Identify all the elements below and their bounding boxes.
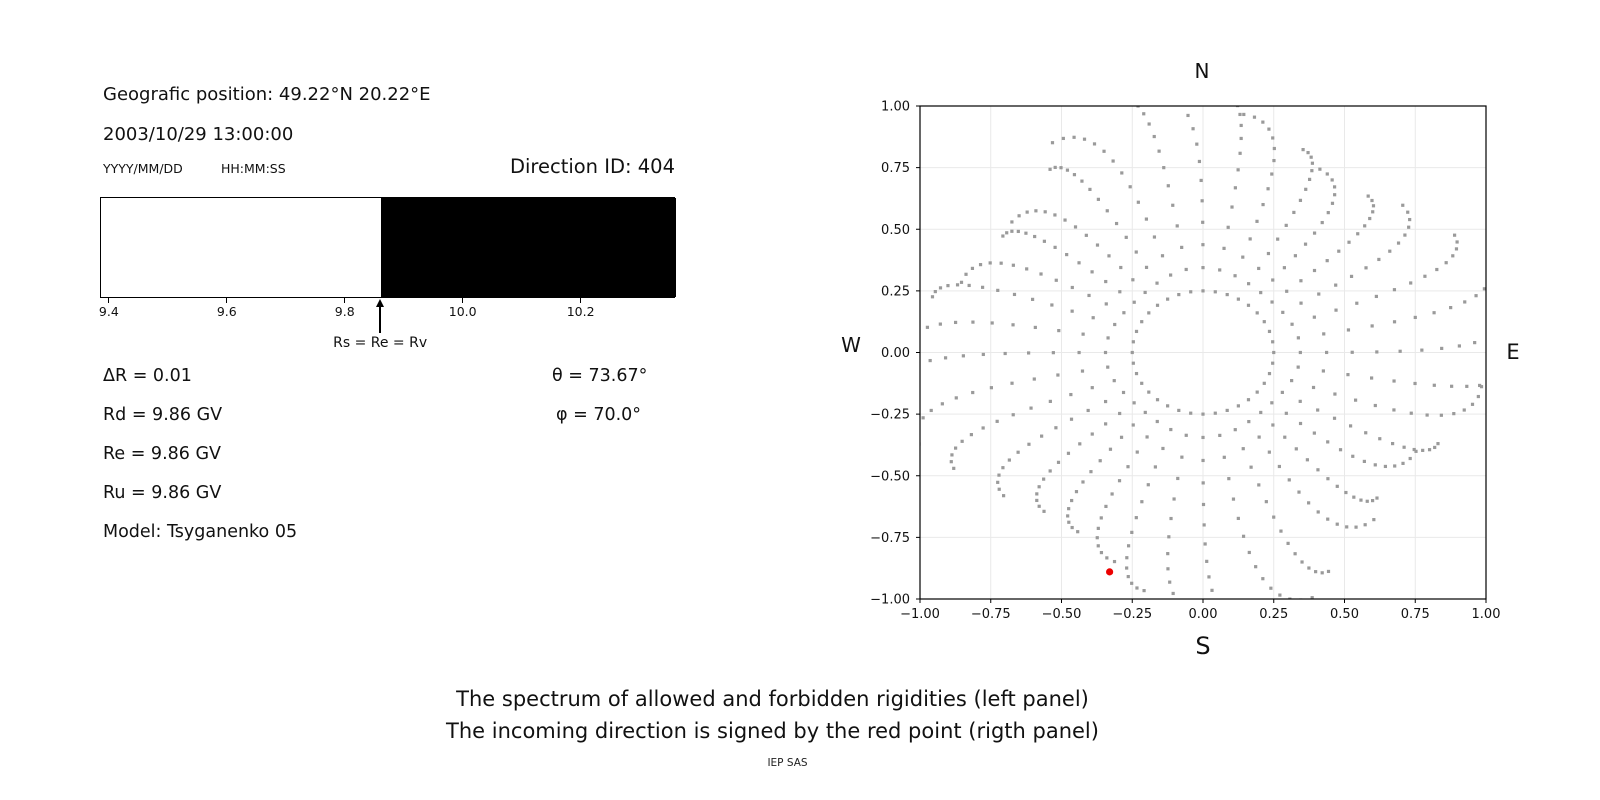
y-tick-label: 1.00 [881,99,910,115]
ru-value: Ru = 9.86 GV [103,483,222,503]
compass-label-north: N [1194,59,1210,83]
spectrum-tick-label: 9.4 [98,304,119,319]
spectrum-tick-label: 9.6 [216,304,237,319]
caption-line-2: The incoming direction is signed by the red point (rigth panel) [446,719,1099,743]
spectrum-tick-label: 9.8 [334,304,355,319]
cutoff-arrow-line [379,307,381,333]
spectrum-tick-label: 10.2 [566,304,595,319]
spectrum-tick-mark [344,298,345,303]
cutoff-arrow-icon [376,299,384,307]
x-tick-label: −1.00 [900,607,940,622]
y-tick-label: 0.00 [881,346,910,361]
date-format-hint: YYYY/MM/DD [103,161,183,176]
rd-value: Rd = 9.86 GV [103,405,223,425]
geographic-position-text: Geografic position: 49.22°N 20.22°E [103,84,431,105]
y-tick-label: −0.50 [870,469,910,485]
x-tick-label: 0.00 [1188,607,1218,622]
theta-value: θ = 73.67° [552,366,648,386]
phi-value: φ = 70.0° [556,405,642,425]
y-tick-label: −0.25 [870,407,910,423]
x-tick-label: 0.75 [1400,607,1430,622]
direction-grid-dots [894,96,1509,622]
x-tick-label: 0.25 [1259,607,1289,622]
delta-r-value: ΔR = 0.01 [103,366,192,386]
compass-label-south: S [1195,632,1211,660]
spectrum-tick-mark [226,298,227,303]
credit-text: IEP SAS [767,757,808,769]
x-tick-label: −0.75 [970,607,1011,622]
rigidity-spectrum-chart [100,197,675,367]
spectrum-tick-mark [462,298,463,303]
y-tick-label: 0.25 [881,284,910,300]
compass-label-west: W [841,333,861,357]
direction-id-label: Direction ID: 404 [509,155,675,178]
y-tick-label: 0.50 [881,222,910,238]
x-tick-label: −0.25 [1112,607,1153,622]
axis-tick-labels [870,100,1500,623]
y-tick-label: −0.75 [870,530,910,546]
x-tick-label: −0.50 [1041,607,1082,622]
y-tick-label: −1.00 [870,592,910,608]
incoming-direction-point [1106,568,1113,575]
spectrum-tick-mark [108,298,109,303]
spectrum-plot-box [100,197,675,298]
spectrum-tick-label: 10.0 [448,304,477,319]
re-value: Re = 9.86 GV [103,444,221,464]
caption-line-1: The spectrum of allowed and forbidden rigidities (left panel) [456,687,1089,711]
time-format-hint: HH:MM:SS [221,161,286,176]
x-tick-label: 0.50 [1330,607,1359,622]
y-tick-label: 0.75 [881,161,910,177]
cutoff-arrow-label: Rs = Re = Rv [333,335,428,351]
forbidden-region [381,198,676,297]
compass-label-east: E [1506,340,1520,364]
datetime-text: 2003/10/29 13:00:00 [103,124,294,145]
model-name: Model: Tsyganenko 05 [103,522,298,542]
direction-scatter-plot [840,96,1540,660]
spectrum-tick-mark [580,298,581,303]
x-tick-label: 1.00 [1471,607,1501,622]
